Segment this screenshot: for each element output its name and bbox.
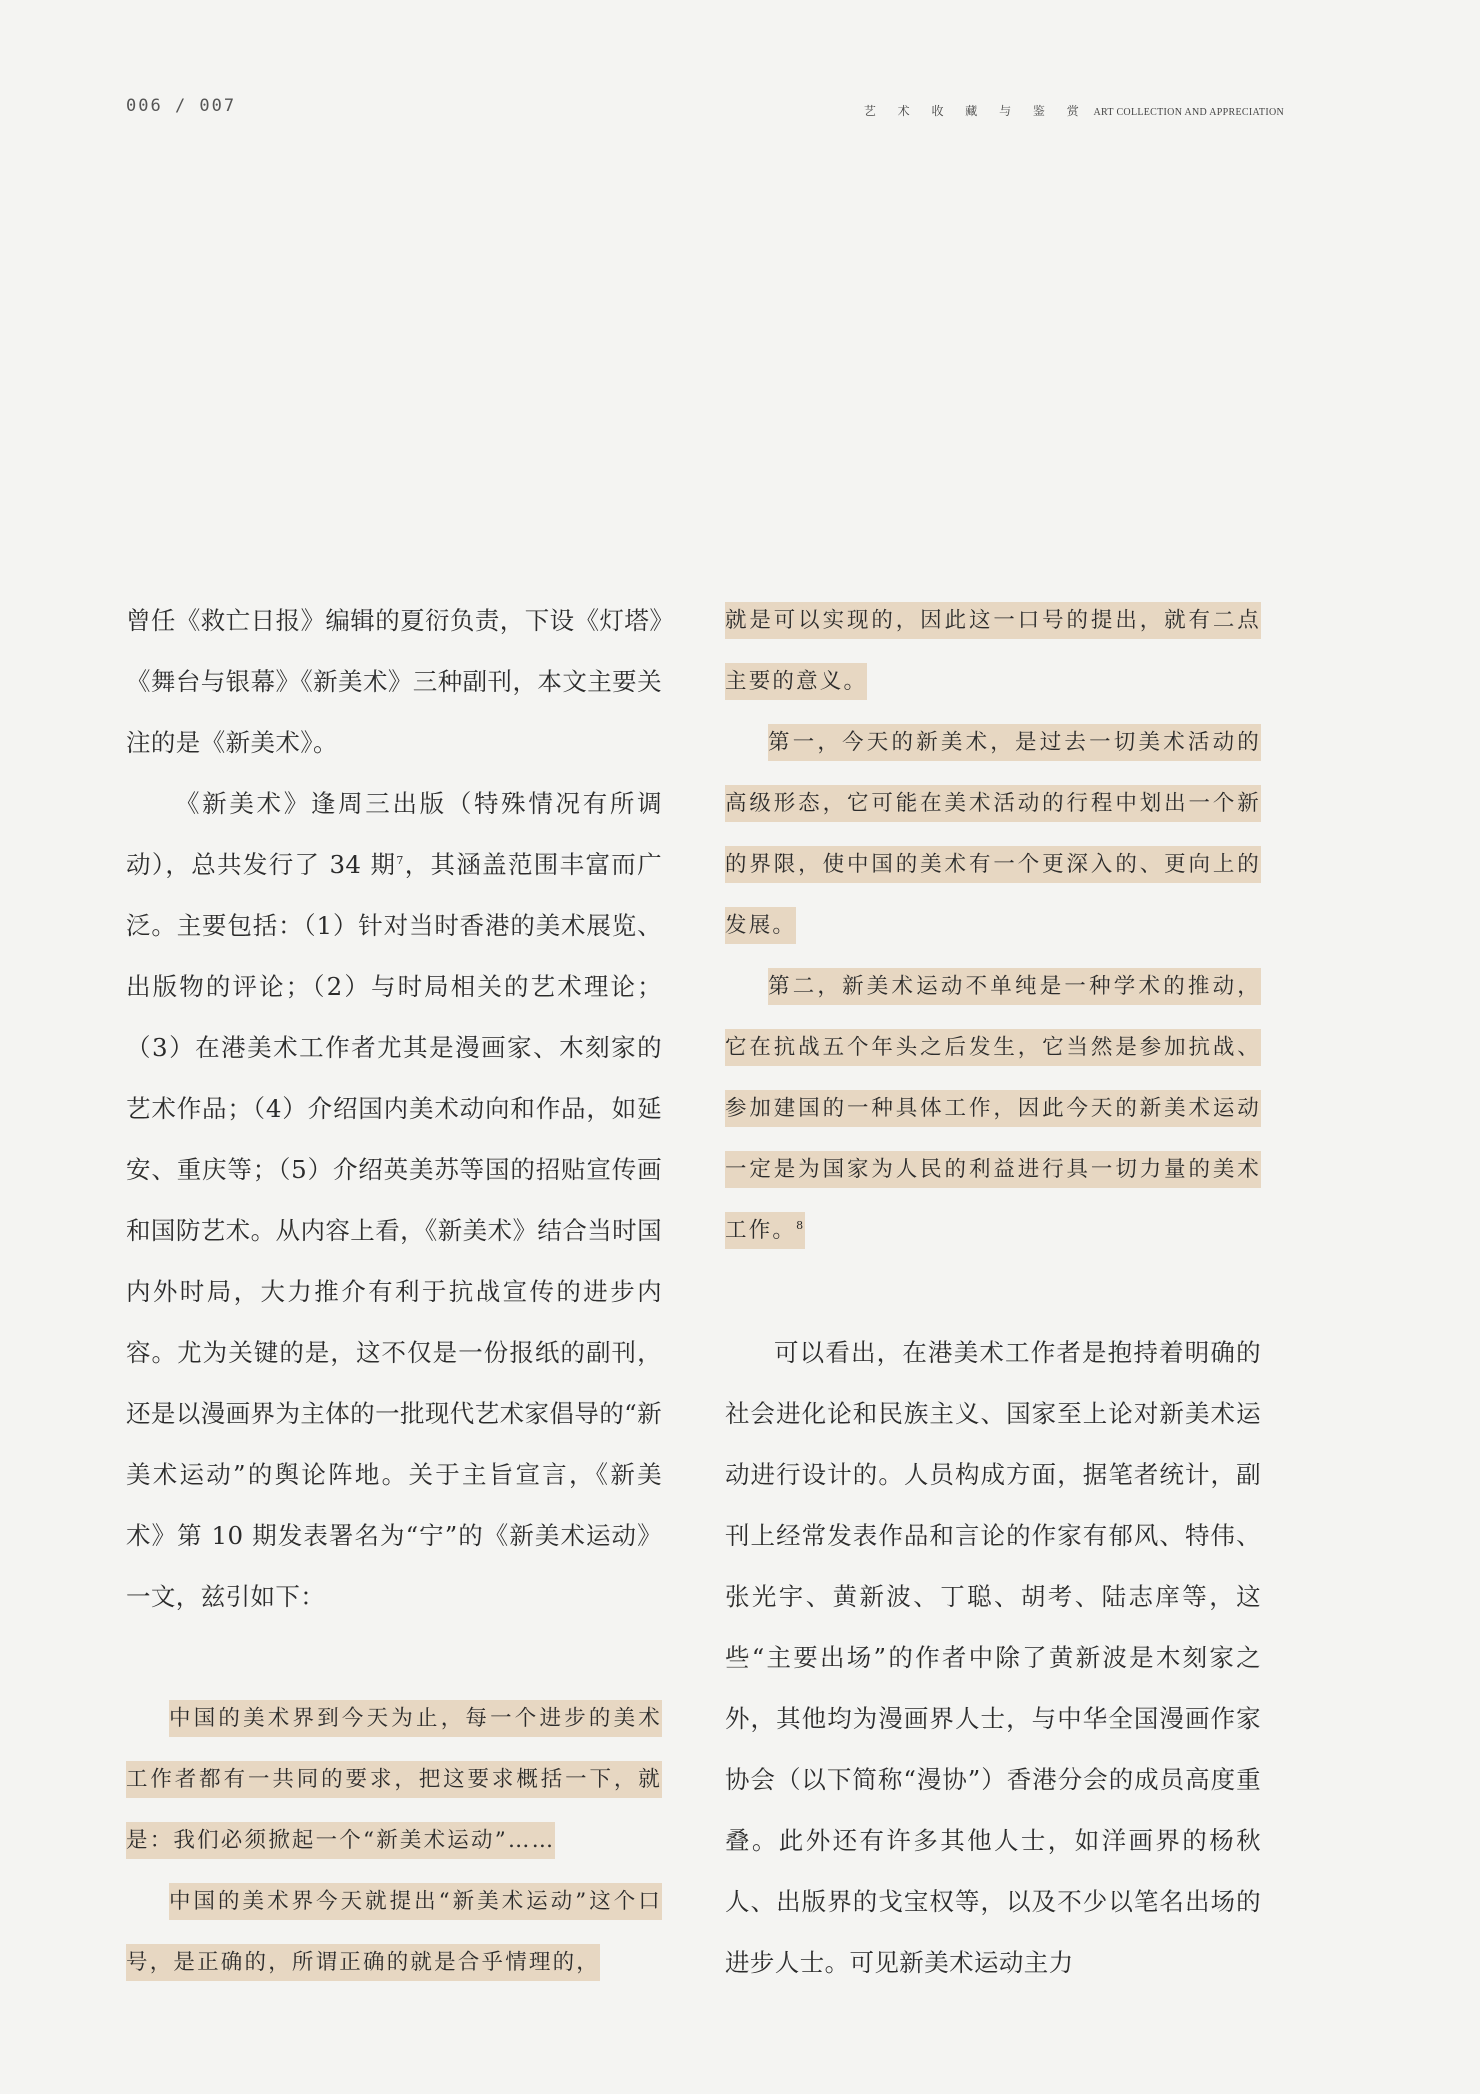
right-column: [725, 590, 1261, 1993]
quote-3-text: 第一，今天的新美术，是过去一切美术活动的高级形态，它可能在美术活动的行程中划出一个新的界限，使中国的美术有一个更深入的、更向上的发展。: [725, 724, 1261, 944]
spacer: [725, 1261, 1261, 1322]
body-paragraph-2-text: 《新美术》逢周三出版（特殊情况有所调动），总共发行了 34 期: [126, 789, 662, 879]
page-number: 006 / 007: [126, 96, 237, 116]
quote-1-text: 中国的美术界到今天为止，每一个进步的美术工作者都有一共同的要求，把这要求概括一下，就是：我们必须掀起一个“新美术运动”……: [126, 1700, 662, 1859]
body-paragraph-1: 曾任《救亡日报》编辑的夏衍负责，下设《灯塔》《舞台与银幕》《新美术》三种副刊，本文主要关注的是《新美术》。: [126, 606, 662, 757]
journal-title-en: ART COLLECTION AND APPRECIATION: [1093, 107, 1284, 118]
quote-2-text: 中国的美术界今天就提出“新美术运动”这个口号，是正确的，所谓正确的就是合乎情理的，: [126, 1883, 662, 1981]
quote-paragraph-2-continued: [725, 590, 1261, 712]
footnote-ref-8: 8: [796, 1218, 806, 1232]
spacer: [126, 1627, 662, 1688]
quote-paragraph-1: [126, 1688, 662, 1871]
quote-2-cont-text: 就是可以实现的，因此这一口号的提出，就有二点主要的意义。: [725, 602, 1261, 700]
quote-paragraph-3: [725, 712, 1261, 956]
footnote-ref-7: 7: [396, 853, 404, 867]
quote-paragraph-2: [126, 1871, 662, 1993]
quote-paragraph-4: [725, 956, 1261, 1261]
journal-title: [864, 102, 1284, 119]
body-paragraph-3: 可以看出，在港美术工作者是抱持着明确的社会进化论和民族主义、国家至上论对新美术运动进行设计的。人员构成方面，据笔者统计，副刊上经常发表作品和言论的作家有郁风、特伟、张光宇、黄新波、丁聪、胡考、陆志庠等，这些“主要出场”的作者中除了黄新波是木刻家之外，其他均为漫画界人士，与中华全国漫画作家协会（以下简称“漫协”）香港分会的成员高度重叠。此外还有许多其他人士，如洋画界的杨秋人、出版界的戈宝权等，以及不少以笔名出场的进步人士。可见新美术运动主力: [725, 1338, 1261, 1977]
left-column: [126, 590, 662, 1993]
quote-4-body: 第二，新美术运动不单纯是一种学术的推动，它在抗战五个年头之后发生，它当然是参加抗战、参加建国的一种具体工作，因此今天的新美术运动一定是为国家为人民的利益进行具一切力量的美术工作。: [725, 974, 1261, 1243]
journal-title-zh: 艺 术 收 藏 与 鉴 赏: [863, 104, 1088, 118]
page-header: [126, 96, 1284, 120]
quote-4-text: [725, 968, 1261, 1249]
body-paragraph-2: [126, 773, 662, 1627]
body-paragraph-2-rest: ，其涵盖范围丰富而广泛。主要包括：（1）针对当时香港的美术展览、出版物的评论；（2）与时局相关的艺术理论；（3）在港美术工作者尤其是漫画家、木刻家的艺术作品；（4）介绍国内美术动向和作品，如延安、重庆等；（5）介绍英美苏等国的招贴宣传画和国防艺术。从内容上看，《新美术》结合当时国内外时局，大力推介有利于抗战宣传的进步内容。尤为关键的是，这不仅是一份报纸的副刊，还是以漫画界为主体的一批现代艺术家倡导的“新美术运动”的舆论阵地。关于主旨宣言，《新美术》第 10 期发表署名为“宁”的《新美术运动》一文，兹引如下：: [126, 850, 662, 1611]
